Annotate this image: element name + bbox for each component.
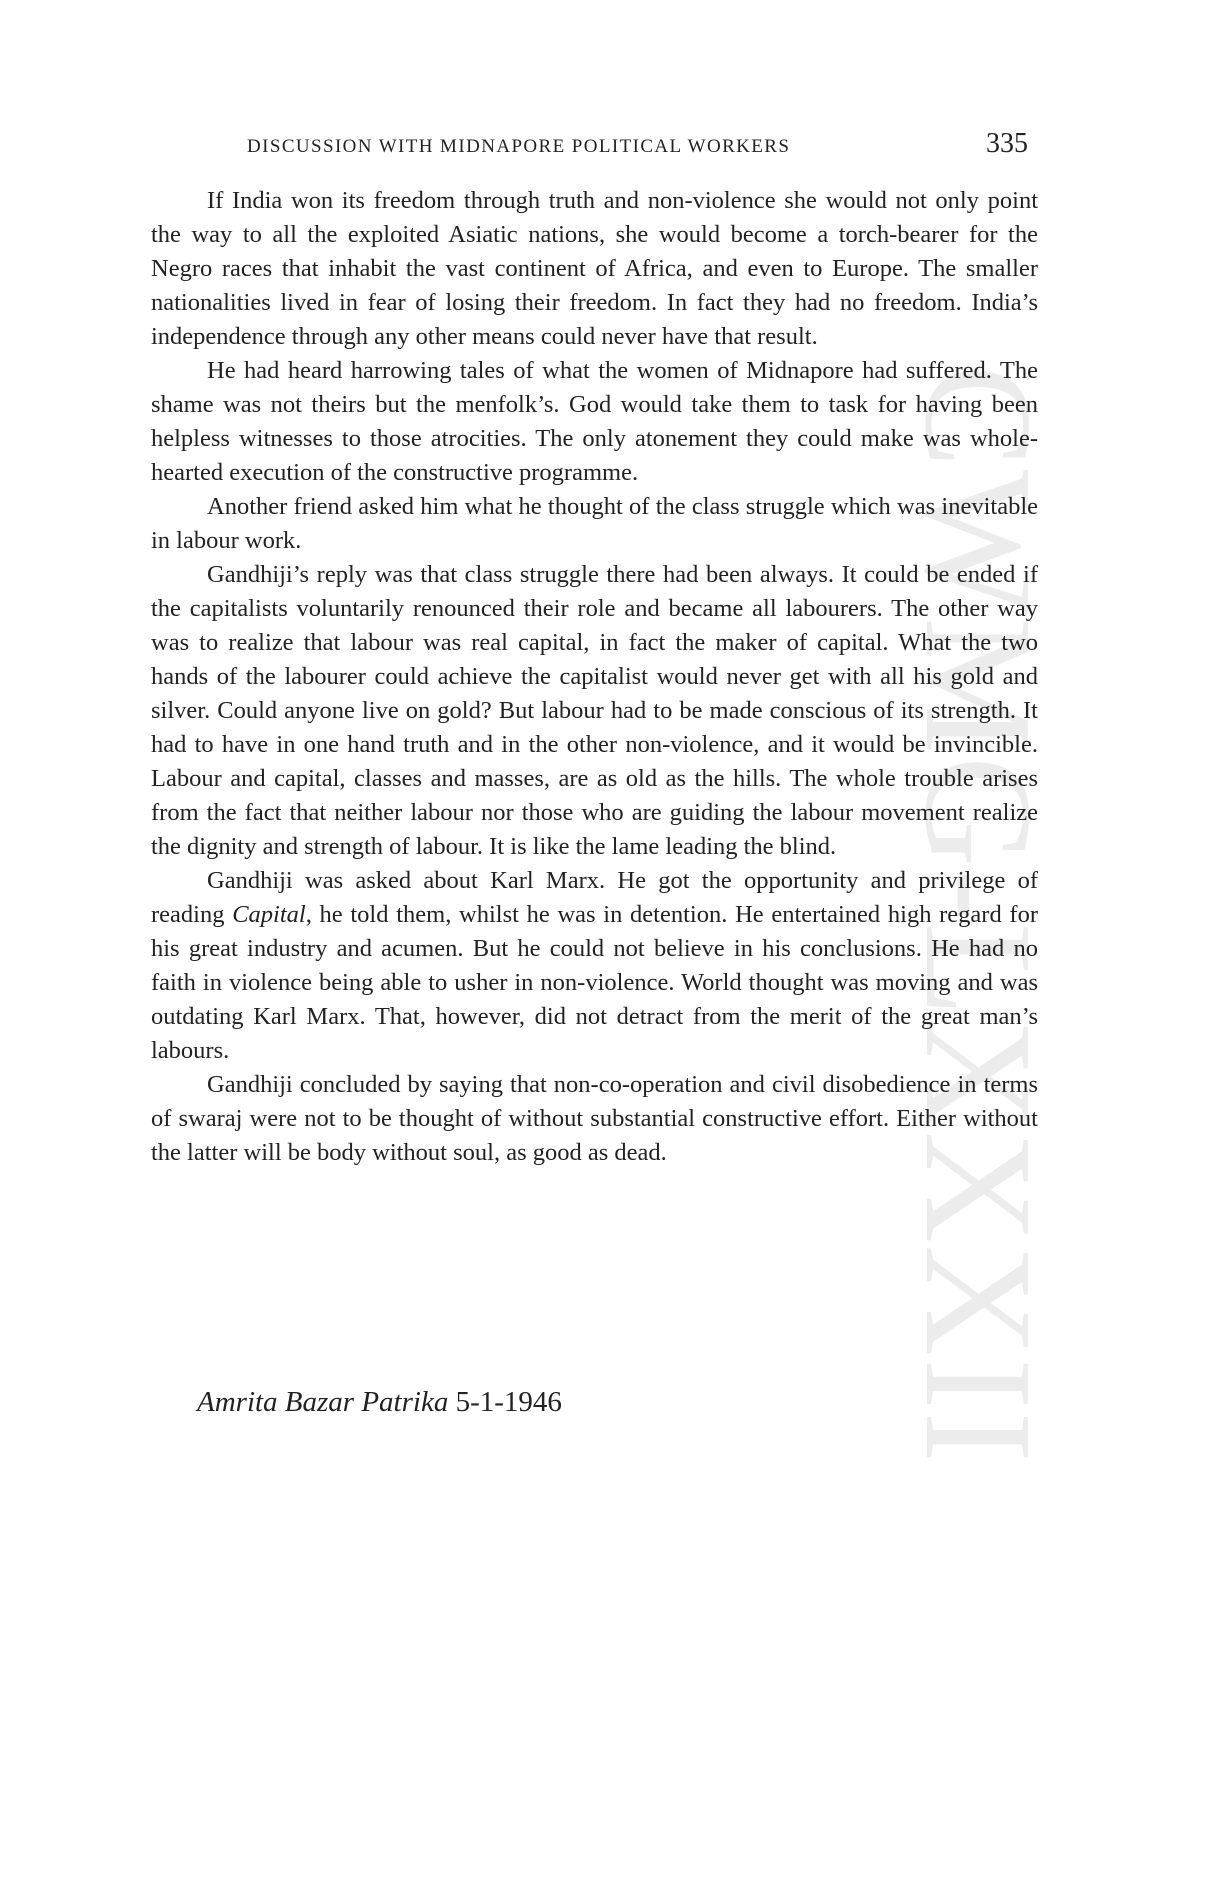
paragraph: Gandhiji concluded by saying that non-co-operation and civil disobedience in terms of swaraj were not to be thought of without substantial constructive effort. Either without the latter will be body without soul, as good as dead.: [151, 1071, 1038, 1166]
watermark-text: CWMG-LXXXII: [893, 365, 1063, 1465]
publication-name: Amrita Bazar Patrika: [197, 1386, 449, 1418]
paragraph: Gandhiji’s reply was that class struggle there had been always. It could be ended if the capitalists voluntarily renounced their role and became all labourers. The other way was to realize that labour was real capital, in fact the maker of capital. What the two hands of the labourer could achieve the capitalist would never get with all his gold and silver. Could anyone live on gold? But labour had to be made conscious of its strength. It had to have in one hand truth and in the other non-violence, and it would be invincible. Labour and capital, classes and masses, are as old as the hills. The whole trouble arises from the fact that neither labour nor those who are guiding the labour movement realize the dignity and strength of labour. It is like the lame leading the blind.: [151, 561, 1038, 860]
paragraph-text: Gandhiji was asked about Karl Marx. He got the opportunity and privilege of reading: [151, 867, 1038, 929]
body-text: [151, 184, 1038, 1170]
publication-date: 5-1-1946: [455, 1386, 562, 1418]
paragraph: Another friend asked him what he thought of the class struggle which was inevitable in labour work.: [151, 493, 1038, 555]
paragraph-marx: [151, 864, 1038, 1067]
paragraph-text: , he told them, whilst he was in detention. He entertained high regard for his great industry and acumen. But he could not believe in his conclusions. He had no faith in violence being able to usher in non-violence. World thought was moving and was outdating Karl Marx. That, however, did not detract from the merit of the great man’s labours.: [151, 901, 1038, 1064]
page-number: 335: [986, 128, 1028, 159]
paragraph: He had heard harrowing tales of what the women of Midnapore had suffered. The shame was not theirs but the menfolk’s. God would take them to task for having been helpless witnesses to those atrocities. The only atonement they could make was whole-hearted execution of the constructive programme.: [151, 357, 1038, 486]
book-title: Capital: [232, 901, 306, 929]
running-head: DISCUSSION WITH MIDNAPORE POLITICAL WORKERS: [247, 136, 791, 157]
paragraph: If India won its freedom through truth and non-violence she would not only point the way to all the exploited Asiatic nations, she would become a torch-bearer for the Negro races that inhabit the vast continent of Africa, and even to Europe. The smaller nationalities lived in fear of losing their freedom. In fact they had no freedom. India’s independence through any other means could never have that result.: [151, 187, 1038, 350]
source-citation: [197, 1386, 562, 1419]
